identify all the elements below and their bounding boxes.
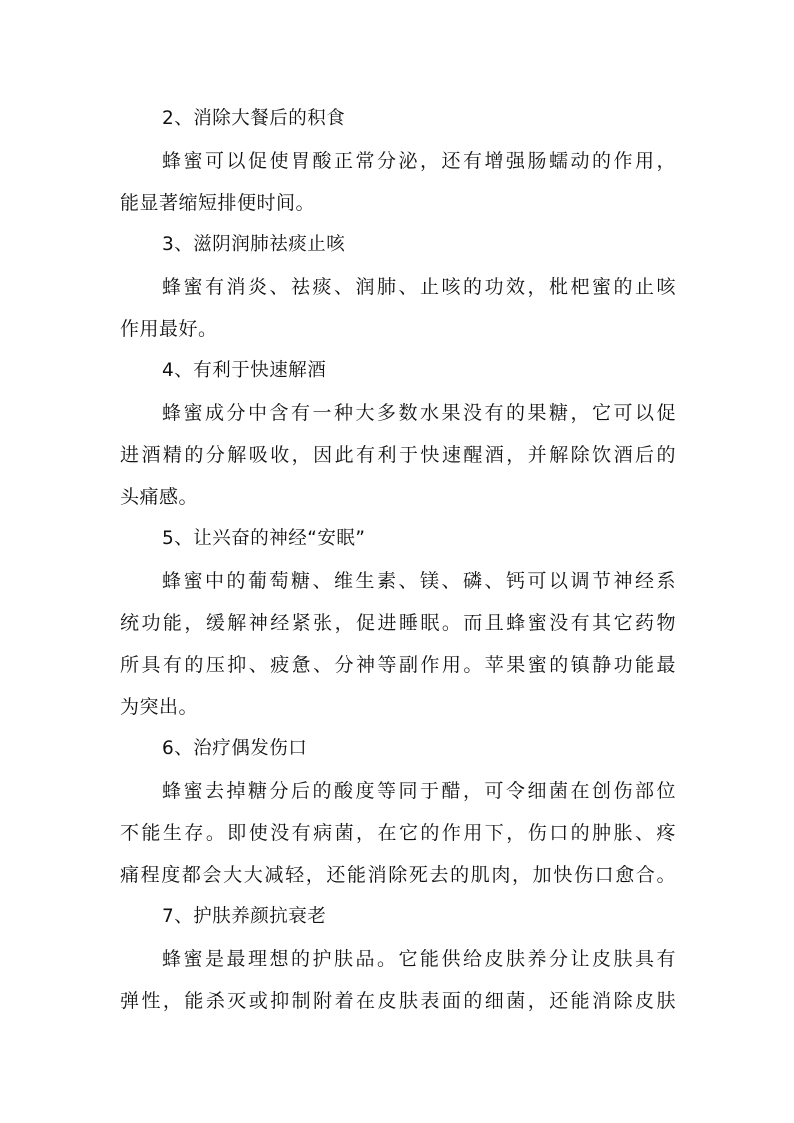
section-heading: 5、让兴奋的神经“安眠” — [162, 528, 366, 549]
paragraph-line: 蜂蜜是最理想的护肤品。它能供给皮肤养分让皮肤具有 — [162, 948, 676, 970]
section-heading: 6、治疗偶发伤口 — [162, 738, 308, 759]
paragraph-line: 蜂蜜可以促使胃酸正常分泌，还有增强肠蠕动的作用， — [162, 150, 676, 172]
paragraph-line: 蜂蜜成分中含有一种大多数水果没有的果糖，它可以促 — [162, 402, 676, 424]
paragraph-line: 作用最好。 — [120, 318, 218, 340]
section-heading: 7、护肤养颜抗衰老 — [162, 906, 327, 927]
paragraph-line: 头痛感。 — [120, 486, 199, 508]
section-heading: 2、消除大餐后的积食 — [162, 108, 346, 129]
paragraph-line: 统功能，缓解神经紧张，促进睡眠。而且蜂蜜没有其它药物 — [120, 612, 676, 634]
document-body — [120, 98, 676, 1022]
paragraph-line: 所具有的压抑、疲惫、分神等副作用。苹果蜜的镇静功能最 — [120, 654, 676, 676]
paragraph-line: 能显著缩短排便时间。 — [120, 192, 316, 214]
paragraph-line: 为突出。 — [120, 696, 199, 718]
section-heading: 3、滋阴润肺祛痰止咳 — [162, 234, 346, 255]
paragraph-line: 蜂蜜有消炎、祛痰、润肺、止咳的功效，枇杷蜜的止咳 — [162, 276, 676, 298]
paragraph-line: 弹性，能杀灭或抑制附着在皮肤表面的细菌，还能消除皮肤 — [120, 990, 676, 1012]
paragraph-line: 不能生存。即使没有病菌，在它的作用下，伤口的肿胀、疼 — [120, 822, 676, 844]
paragraph-line: 蜂蜜中的葡萄糖、维生素、镁、磷、钙可以调节神经系 — [162, 570, 676, 592]
section-heading: 4、有利于快速解酒 — [162, 360, 327, 381]
paragraph-line: 痛程度都会大大减轻，还能消除死去的肌肉，加快伤口愈合。 — [120, 864, 676, 886]
paragraph-line: 蜂蜜去掉糖分后的酸度等同于醋，可令细菌在创伤部位 — [162, 780, 676, 802]
paragraph-line: 进酒精的分解吸收，因此有利于快速醒酒，并解除饮酒后的 — [120, 444, 676, 466]
